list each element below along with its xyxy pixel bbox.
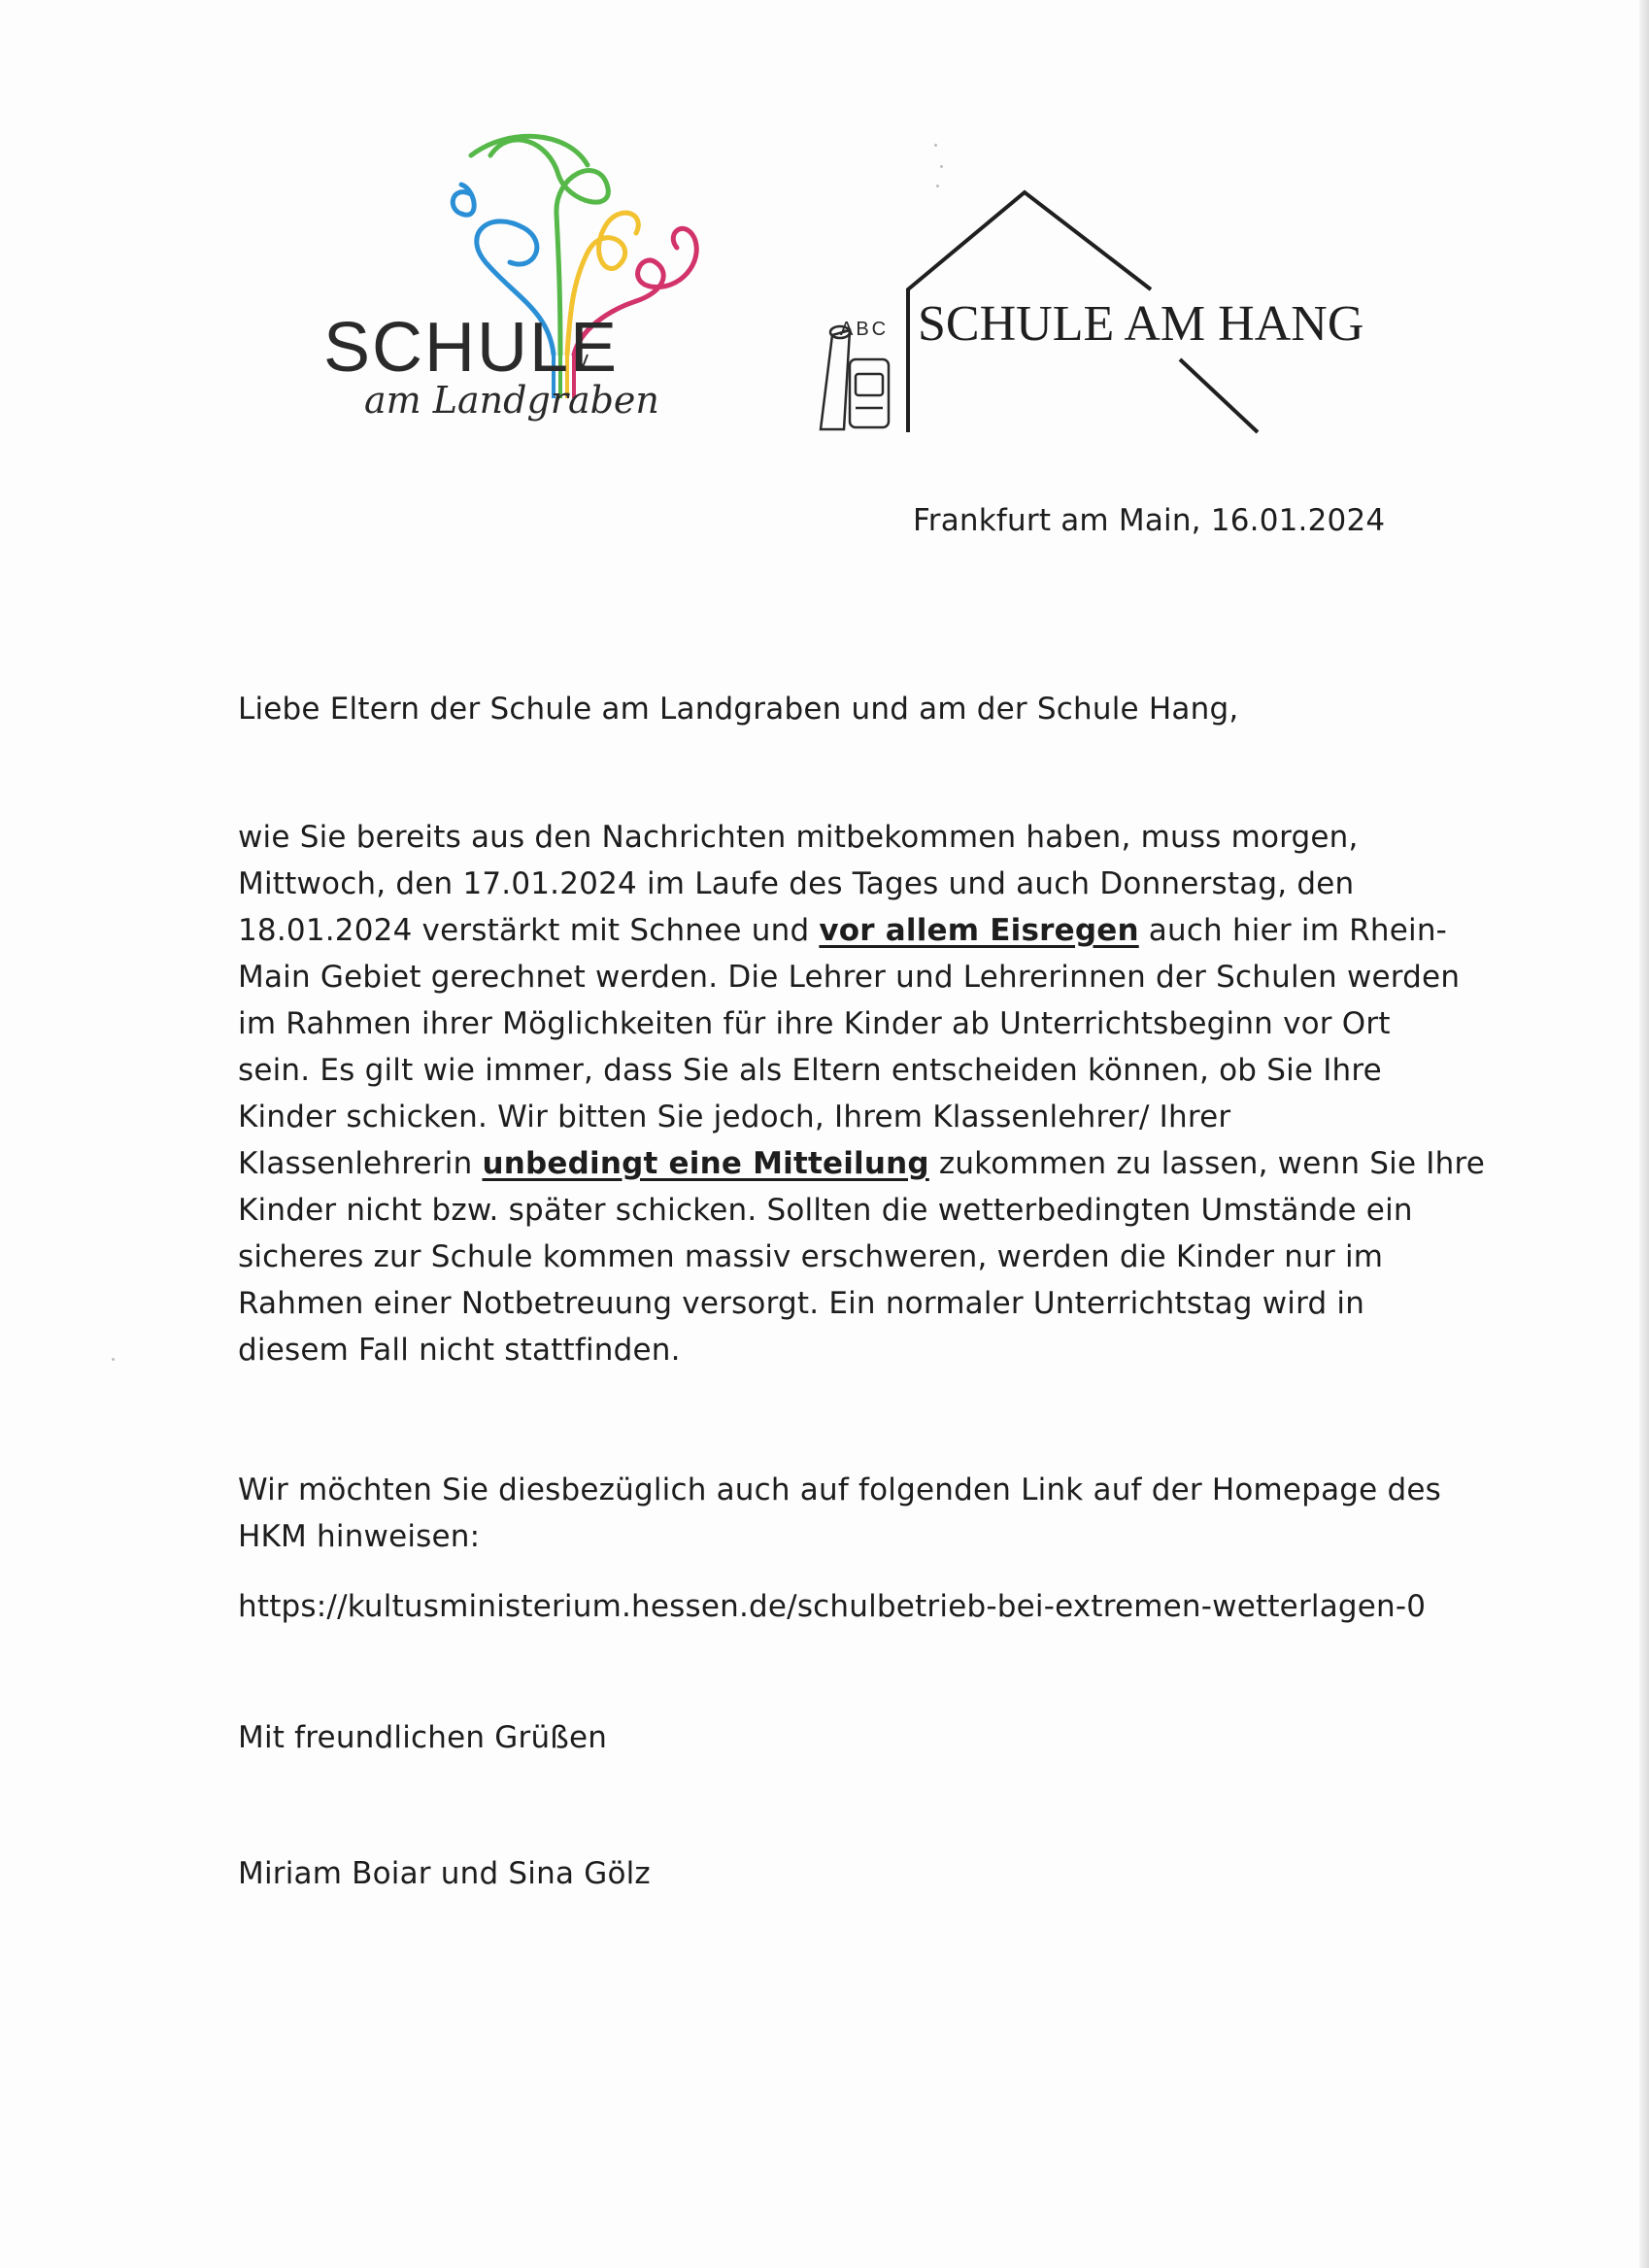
salutation: Liebe Eltern der Schule am Landgraben und am der Schule Hang, xyxy=(238,692,1239,727)
scan-speck xyxy=(934,144,937,147)
emphasis-freezing-rain: vor allem Eisregen xyxy=(819,913,1139,948)
schule-am-hang-logo xyxy=(811,175,1428,447)
body-line xyxy=(238,907,1485,954)
body-line xyxy=(238,1140,1485,1187)
body-line: Rahmen einer Notbetreuung versorgt. Ein normaler Unterrichtstag wird in xyxy=(238,1286,1365,1321)
body-line: Mittwoch, den 17.01.2024 im Laufe des Tages und auch Donnerstag, den xyxy=(238,866,1355,901)
hint-line: HKM hinweisen: xyxy=(238,1519,481,1554)
body-line: wie Sie bereits aus den Nachrichten mitbekommen haben, muss morgen, xyxy=(238,820,1359,855)
closing: Mit freundlichen Grüßen xyxy=(238,1720,608,1755)
signature-names: Miriam Boiar und Sina Gölz xyxy=(238,1856,651,1891)
body-line: Kinder nicht bzw. später schicken. Sollten die wetterbedingten Umstände ein xyxy=(238,1193,1413,1228)
body-line: diesem Fall nicht stattfinden. xyxy=(238,1333,681,1368)
scan-speck xyxy=(112,1358,115,1361)
hint-line: Wir möchten Sie diesbezüglich auch auf folgenden Link auf der Homepage des xyxy=(238,1473,1441,1507)
scan-edge xyxy=(1639,0,1649,2268)
landgraben-logo-title: SCHULE xyxy=(323,309,620,387)
body-paragraph xyxy=(238,814,1485,1373)
hint-paragraph xyxy=(238,1467,1441,1560)
body-line: sicheres zur Schule kommen massiv erschweren, werden die Kinder nur im xyxy=(238,1239,1384,1274)
emphasis-notification: unbedingt eine Mitteilung xyxy=(482,1146,929,1181)
body-line-part: 18.01.2024 verstärkt mit Schnee und xyxy=(238,913,820,948)
body-line-part: zukommen zu lassen, wenn Sie Ihre xyxy=(928,1146,1485,1181)
landgraben-logo-subtitle: am Landgraben xyxy=(364,379,659,422)
scan-speck xyxy=(940,165,943,168)
body-line-part: auch hier im Rhein- xyxy=(1138,913,1448,948)
date-line: Frankfurt am Main, 16.01.2024 xyxy=(913,503,1386,538)
schule-am-landgraben-logo xyxy=(316,117,724,447)
body-line-part: Klassenlehrerin xyxy=(238,1146,483,1181)
hkm-link: https://kultusministerium.hessen.de/schulbetrieb-bei-extremen-wetterlagen-0 xyxy=(238,1589,1427,1624)
hang-logo-title: SCHULE AM HANG xyxy=(918,296,1364,352)
body-line: im Rahmen ihrer Möglichkeiten für ihre Kinder ab Unterrichtsbeginn vor Ort xyxy=(238,1006,1391,1041)
body-line: Main Gebiet gerechnet werden. Die Lehrer und Lehrerinnen der Schulen werden xyxy=(238,960,1461,995)
body-line: Kinder schicken. Wir bitten Sie jedoch, Ihrem Klassenlehrer/ Ihrer xyxy=(238,1100,1231,1134)
schoolbag-icon xyxy=(821,326,889,429)
hang-logo-letters: ABC xyxy=(840,319,890,340)
body-line: sein. Es gilt wie immer, dass Sie als Eltern entscheiden können, ob Sie Ihre xyxy=(238,1053,1382,1088)
